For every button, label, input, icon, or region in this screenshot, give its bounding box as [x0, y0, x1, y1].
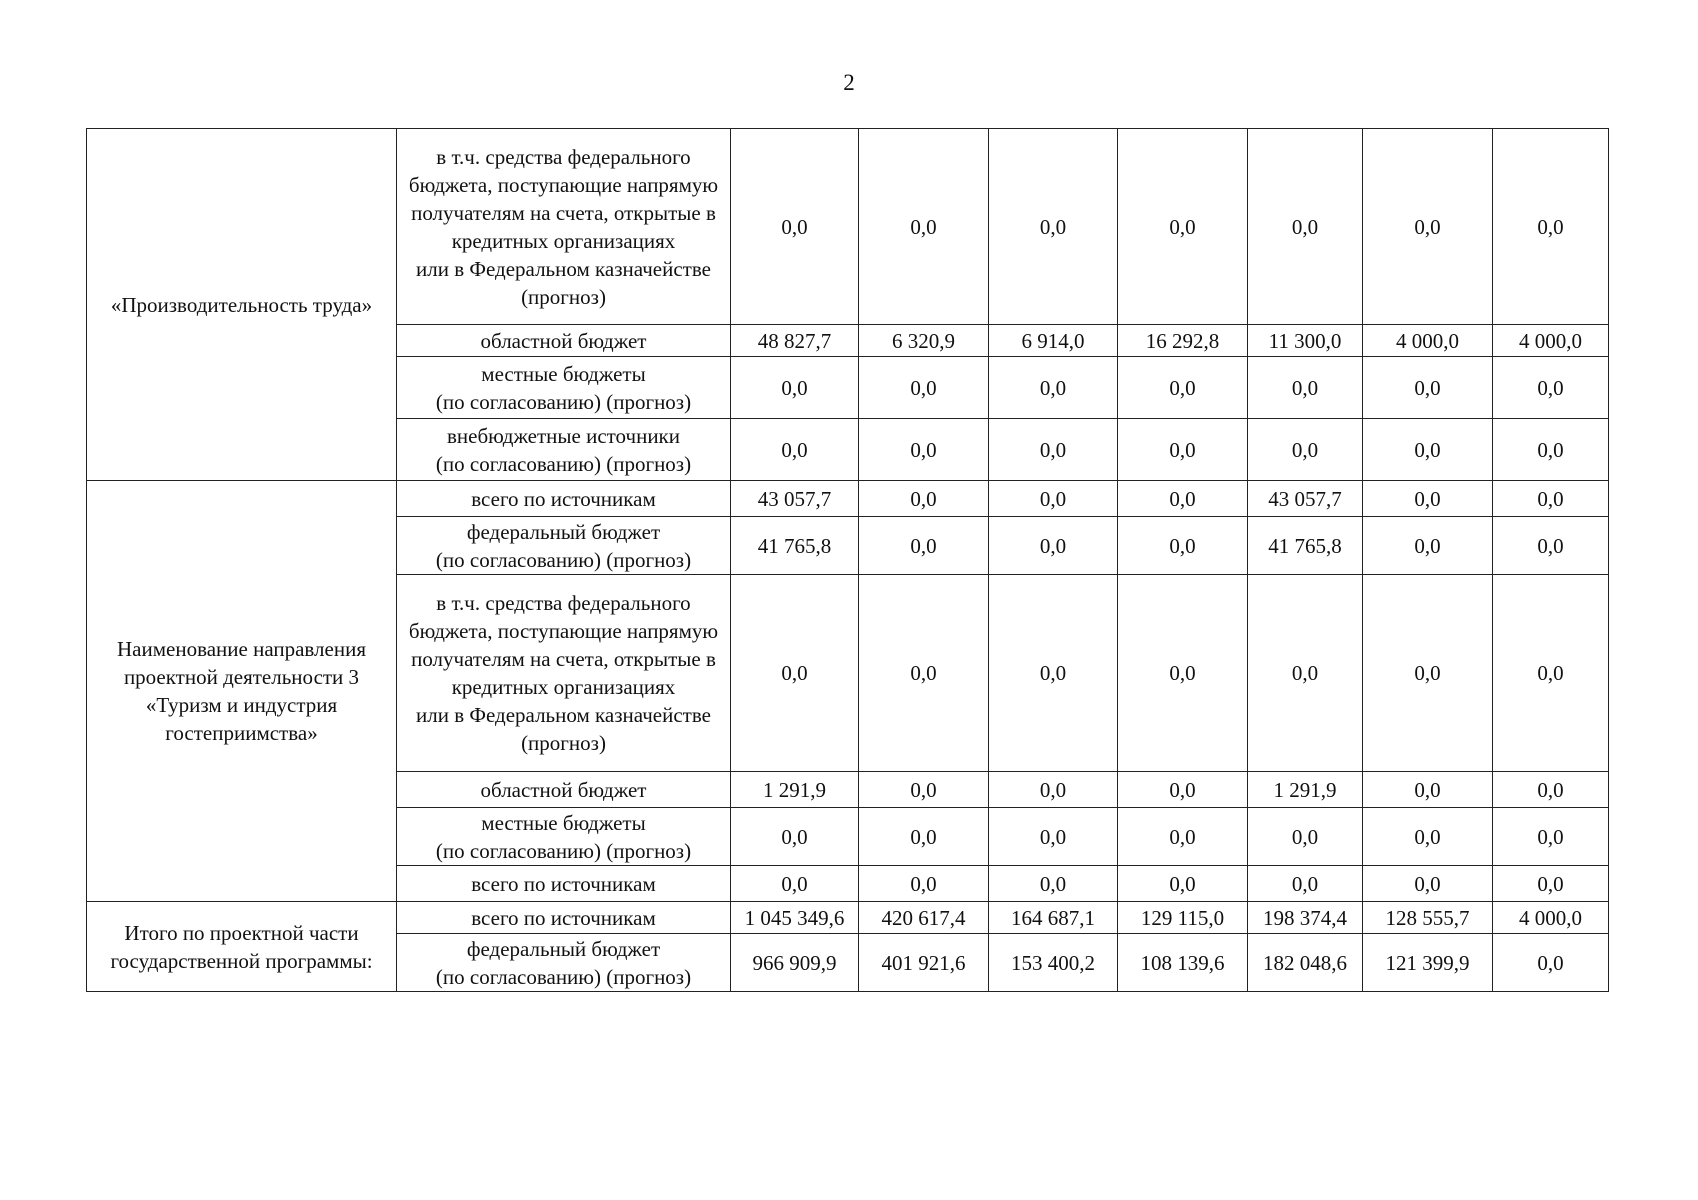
amount-cell: 4 000,0	[1363, 325, 1493, 357]
table-row	[87, 481, 1609, 517]
amount-cell: 0,0	[1493, 419, 1609, 481]
amount-cell: 401 921,6	[859, 934, 989, 992]
amount-cell: 0,0	[1118, 772, 1248, 808]
amount-cell: 0,0	[1363, 517, 1493, 575]
budget-table	[86, 128, 1609, 992]
amount-cell: 4 000,0	[1493, 325, 1609, 357]
amount-cell: 6 914,0	[989, 325, 1118, 357]
amount-cell: 43 057,7	[1248, 481, 1363, 517]
amount-cell: 0,0	[1118, 575, 1248, 772]
page-number: 2	[843, 70, 855, 95]
program-name-cell: Итого по проектной части государственной программы:	[87, 902, 397, 992]
amount-cell: 41 765,8	[1248, 517, 1363, 575]
amount-cell: 0,0	[1363, 866, 1493, 902]
amount-cell: 0,0	[731, 575, 859, 772]
amount-cell: 0,0	[859, 517, 989, 575]
amount-cell: 0,0	[1118, 866, 1248, 902]
amount-cell: 0,0	[1363, 481, 1493, 517]
amount-cell: 182 048,6	[1248, 934, 1363, 992]
amount-cell: 0,0	[1248, 419, 1363, 481]
funding-source-cell: местные бюджеты (по согласованию) (прогноз)	[397, 808, 731, 866]
funding-source-cell: областной бюджет	[397, 772, 731, 808]
table-row	[87, 129, 1609, 325]
amount-cell: 0,0	[1248, 357, 1363, 419]
amount-cell: 0,0	[1363, 129, 1493, 325]
amount-cell: 0,0	[989, 808, 1118, 866]
amount-cell: 41 765,8	[731, 517, 859, 575]
amount-cell: 0,0	[859, 357, 989, 419]
amount-cell: 0,0	[1248, 808, 1363, 866]
amount-cell: 128 555,7	[1363, 902, 1493, 934]
funding-source-cell: областной бюджет	[397, 325, 731, 357]
amount-cell: 0,0	[1248, 129, 1363, 325]
amount-cell: 6 320,9	[859, 325, 989, 357]
amount-cell: 0,0	[1363, 808, 1493, 866]
amount-cell: 0,0	[859, 575, 989, 772]
amount-cell: 0,0	[989, 419, 1118, 481]
amount-cell: 0,0	[1118, 419, 1248, 481]
amount-cell: 0,0	[989, 129, 1118, 325]
amount-cell: 0,0	[1248, 575, 1363, 772]
funding-source-cell: в т.ч. средства федерального бюджета, поступающие напрямую получателям на счета, открытые в кредитных организациях или в Федеральном казначействе (прогноз)	[397, 575, 731, 772]
amount-cell: 0,0	[1493, 772, 1609, 808]
funding-source-cell: федеральный бюджет (по согласованию) (прогноз)	[397, 934, 731, 992]
amount-cell: 0,0	[1493, 575, 1609, 772]
amount-cell: 4 000,0	[1493, 902, 1609, 934]
amount-cell: 420 617,4	[859, 902, 989, 934]
amount-cell: 0,0	[1493, 934, 1609, 992]
amount-cell: 48 827,7	[731, 325, 859, 357]
table-row	[87, 902, 1609, 934]
amount-cell: 0,0	[1118, 357, 1248, 419]
amount-cell: 0,0	[989, 866, 1118, 902]
amount-cell: 0,0	[1363, 419, 1493, 481]
amount-cell: 0,0	[1118, 129, 1248, 325]
program-name-cell: «Производительность труда»	[87, 129, 397, 481]
amount-cell: 0,0	[1363, 357, 1493, 419]
amount-cell: 0,0	[731, 808, 859, 866]
amount-cell: 1 291,9	[1248, 772, 1363, 808]
amount-cell: 153 400,2	[989, 934, 1118, 992]
amount-cell: 121 399,9	[1363, 934, 1493, 992]
amount-cell: 0,0	[859, 129, 989, 325]
amount-cell: 0,0	[731, 357, 859, 419]
funding-source-cell: внебюджетные источники (по согласованию) (прогноз)	[397, 419, 731, 481]
amount-cell: 0,0	[989, 517, 1118, 575]
amount-cell: 0,0	[859, 419, 989, 481]
funding-source-cell: местные бюджеты (по согласованию) (прогноз)	[397, 357, 731, 419]
amount-cell: 0,0	[731, 129, 859, 325]
amount-cell: 0,0	[989, 357, 1118, 419]
amount-cell: 0,0	[1363, 772, 1493, 808]
amount-cell: 0,0	[1493, 481, 1609, 517]
amount-cell: 0,0	[1493, 808, 1609, 866]
funding-source-cell: всего по источникам	[397, 902, 731, 934]
amount-cell: 0,0	[859, 772, 989, 808]
amount-cell: 0,0	[1493, 357, 1609, 419]
funding-source-cell: всего по источникам	[397, 866, 731, 902]
amount-cell: 16 292,8	[1118, 325, 1248, 357]
amount-cell: 164 687,1	[989, 902, 1118, 934]
amount-cell: 0,0	[731, 866, 859, 902]
amount-cell: 0,0	[1493, 866, 1609, 902]
amount-cell: 966 909,9	[731, 934, 859, 992]
amount-cell: 0,0	[859, 808, 989, 866]
amount-cell: 0,0	[989, 481, 1118, 517]
amount-cell: 0,0	[859, 481, 989, 517]
amount-cell: 1 045 349,6	[731, 902, 859, 934]
amount-cell: 0,0	[1493, 129, 1609, 325]
funding-source-cell: федеральный бюджет (по согласованию) (прогноз)	[397, 517, 731, 575]
amount-cell: 11 300,0	[1248, 325, 1363, 357]
amount-cell: 0,0	[731, 419, 859, 481]
funding-source-cell: в т.ч. средства федерального бюджета, поступающие напрямую получателям на счета, открытые в кредитных организациях или в Федеральном казначействе (прогноз)	[397, 129, 731, 325]
funding-source-cell: всего по источникам	[397, 481, 731, 517]
amount-cell: 129 115,0	[1118, 902, 1248, 934]
amount-cell: 108 139,6	[1118, 934, 1248, 992]
amount-cell: 0,0	[1493, 517, 1609, 575]
amount-cell: 1 291,9	[731, 772, 859, 808]
amount-cell: 0,0	[1118, 808, 1248, 866]
program-name-cell: Наименование направления проектной деятельности 3 «Туризм и индустрия гостеприимства»	[87, 481, 397, 902]
amount-cell: 0,0	[989, 575, 1118, 772]
amount-cell: 43 057,7	[731, 481, 859, 517]
amount-cell: 0,0	[1118, 481, 1248, 517]
amount-cell: 198 374,4	[1248, 902, 1363, 934]
amount-cell: 0,0	[859, 866, 989, 902]
amount-cell: 0,0	[1118, 517, 1248, 575]
amount-cell: 0,0	[1363, 575, 1493, 772]
amount-cell: 0,0	[1248, 866, 1363, 902]
amount-cell: 0,0	[989, 772, 1118, 808]
